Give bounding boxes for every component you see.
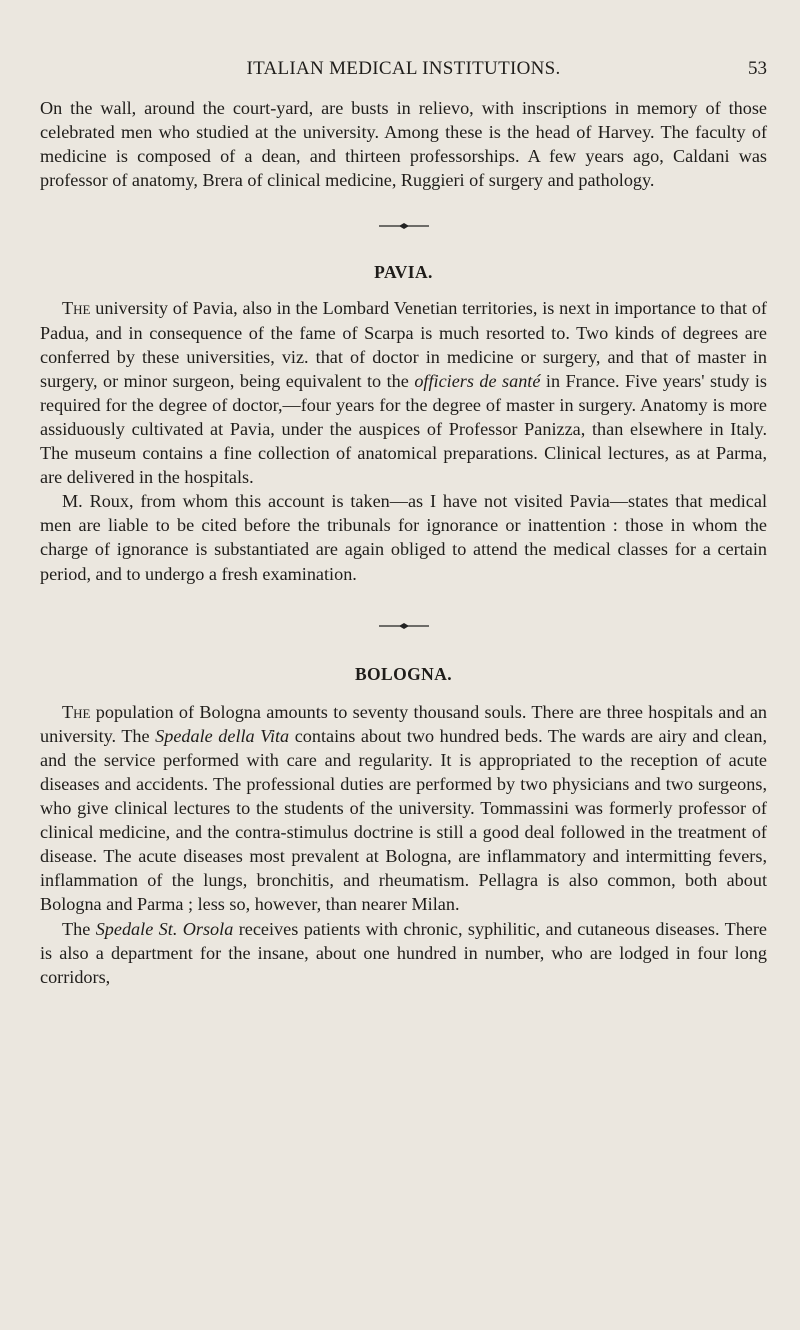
bologna-p2-text-a: The: [62, 918, 96, 939]
page-body: [40, 96, 767, 989]
pavia-p1-text-a: university of Pavia, also in the Lombard Venetian territories, is next in importance to that of Padua, and in consequence of the fame of Scarpa is much resorted to. Two kinds of degrees are conferred by these universities, viz. that of doctor in medicine or surgery, and that of master in surgery, or minor surgeon, being equivalent to the: [40, 298, 767, 391]
bologna-p2-text-b: receives patients with chronic, syphilitic, and cutaneous diseases. There is also a department for the insane, about one hundred in number, who are lodged in four long corridors,: [40, 918, 767, 987]
pavia-p1-italic: officiers de santé: [414, 370, 541, 391]
bologna-p1-text-b: contains about two hundred beds. The wards are airy and clean, and the service performed with care and regularity. It is appropriated to the reception of acute diseases and accidents. The professional duties are performed by two physicians and two surgeons, who give clinical lectures to the students of the university. Tommassini was formerly professor of clinical medicine, and the contra-stimulus doctrine is still a good deal followed in the treatment of disease. The acute diseases most prevalent at Bologna, are inflammatory and intermitting fevers, inflammation of the lungs, bronchitis, and rheumatism. Pellagra is also common, both about Bologna and Parma ; less so, however, than nearer Milan.: [40, 725, 767, 915]
running-head: ITALIAN MEDICAL INSTITUTIONS.: [246, 58, 561, 79]
bologna-p2-italic: Spedale St. Orsola: [95, 918, 234, 939]
page-header: [40, 58, 767, 88]
section-divider-ornament: [40, 222, 767, 246]
page-number: 53: [748, 58, 767, 79]
pavia-paragraph-2: M. Roux, from whom this account is taken—as I have not visited Pavia—states that medical men are liable to be cited before the tribunals for ignorance or inattention : those in whom the charge of ignorance is substantiated are again obliged to attend the medical classes for a certain period, and to undergo a fresh examination.: [40, 491, 767, 584]
intro-paragraph: On the wall, around the court-yard, are busts in relievo, with inscriptions in memory of those celebrated men who studied at the university. Among these is the head of Harvey. The faculty of medicine is composed of a dean, and thirteen professorships. A few years ago, Caldani was professor of anatomy, Brera of clinical medicine, Ruggieri of surgery and pathology.: [40, 98, 767, 191]
bologna-paragraph-2: [40, 917, 767, 989]
section-heading-bologna: BOLOGNA.: [354, 663, 453, 684]
section-divider-ornament: [40, 622, 767, 646]
pavia-p1-text-b: in France. Five years' study is required for the degree of doctor,—four years for the degree of master in surgery. Anatomy is more assiduously cultivated at Pavia, under the auspices of Professor Panizza, than elsewhere in Italy. The museum contains a fine collection of anatomical preparations. Clinical lectures, as at Parma, are delivered in the hospitals.: [40, 370, 767, 488]
section-heading-pavia: PAVIA.: [374, 262, 433, 283]
bologna-p1-text-a: population of Bologna amounts to seventy thousand souls. There are three hospitals and an university. The: [40, 701, 767, 746]
bologna-lead-word: The: [62, 701, 91, 722]
bologna-paragraph-1: [40, 700, 767, 917]
bologna-p1-italic: Spedale della Vita: [155, 725, 290, 746]
pavia-paragraph-1: [40, 296, 767, 489]
pavia-lead-word: The: [62, 298, 91, 319]
